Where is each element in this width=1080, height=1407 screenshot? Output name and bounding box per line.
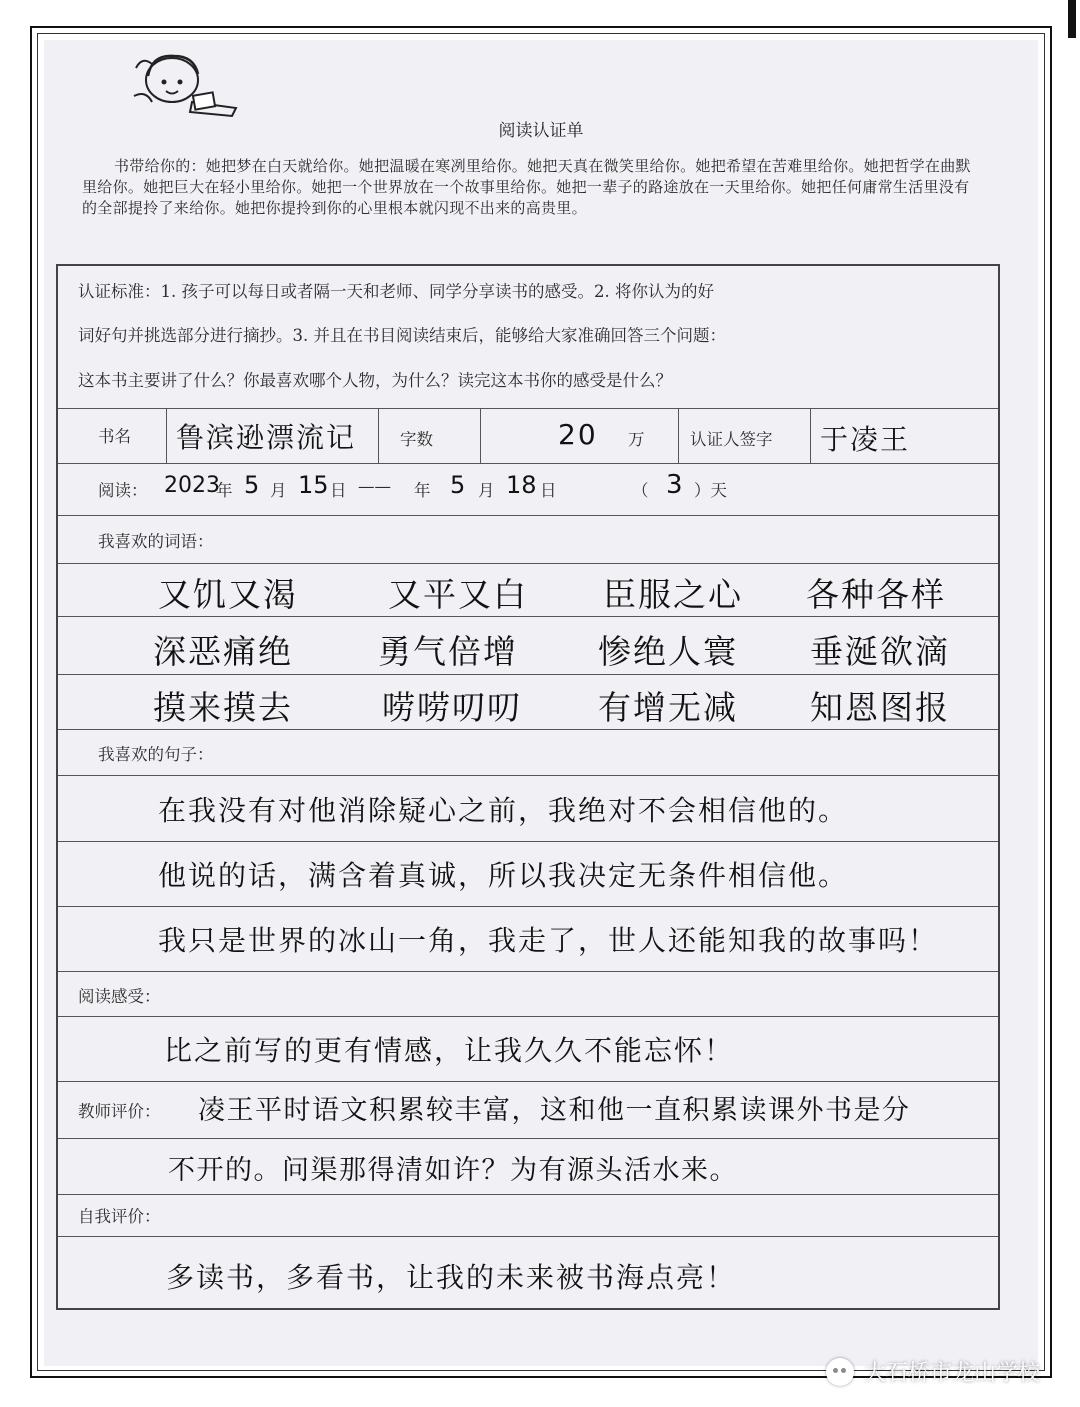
word-count-label: 字数 (400, 430, 433, 449)
rule-teacher-2 (58, 1194, 998, 1195)
signer-label: 认证人签字 (690, 430, 773, 449)
rule-feeling-label (58, 1016, 998, 1017)
standard-line-2: 词好句并挑选部分进行摘抄。3. 并且在书目阅读结束后，能够给大家准确回答三个问题： (78, 326, 726, 345)
reading-dash: —— (358, 477, 391, 496)
reading-end-month: 5 (450, 471, 466, 499)
book-col-4 (678, 408, 679, 463)
reading-days-value: 3 (666, 470, 683, 500)
certificate-form (56, 264, 1000, 1310)
sentence-item: 我只是世界的冰山一角，我走了，世人还能知我的故事吗！ (158, 924, 939, 957)
certificate-paper (44, 40, 1038, 1366)
word-item: 又平又白 (388, 575, 528, 614)
watermark-text: 大石桥市龙山学校 (863, 1361, 1040, 1386)
reading-end-day-char: 日 (540, 481, 557, 500)
word-count-value: 20 (558, 418, 598, 451)
self-section-label: 自我评价： (78, 1207, 161, 1226)
teacher-section-label: 教师评价： (78, 1102, 161, 1121)
reading-start-month-char: 月 (270, 481, 287, 500)
rule-sentence-1 (58, 841, 998, 842)
account-watermark (826, 1356, 1040, 1387)
word-item: 又饥又渴 (158, 575, 298, 614)
intro-paragraph: 书带给你的：她把梦在白天就给你。她把温暖在寒冽里给你。她把天真在微笑里给你。她把希望在苦难里给你。她把哲学在曲默里给你。她把巨大在轻小里给你。她把一个世界放在一个故事里给你。她把一辈子的路途放在一天里给你。她把任何庸常生活里没有的全部提拎了来给你。她把你提拎到你的心里根本就闪现不出来的高贵里。 (82, 157, 971, 217)
reading-start-day-char: 日 (330, 481, 347, 500)
standard-line-1: 认证标准：1. 孩子可以每日或者隔一天和老师、同学分享读书的感受。2. 将你认为的好 (78, 282, 714, 301)
sentence-item: 他说的话，满含着真诚，所以我决定无条件相信他。 (158, 859, 849, 892)
reading-end-day: 18 (506, 471, 537, 499)
word-item: 勇气倍增 (378, 632, 518, 671)
rule-words-row3 (58, 729, 998, 730)
book-name-value: 鲁滨逊漂流记 (176, 421, 357, 454)
rule-words-label (58, 563, 998, 564)
reading-end-month-char: 月 (478, 481, 495, 500)
page-title: 阅读认证单 (498, 121, 584, 141)
sentence-item: 在我没有对他消除疑心之前，我绝对不会相信他的。 (158, 794, 849, 827)
standard-line-3: 这本书主要讲了什么？你最喜欢哪个人物，为什么？读完这本书你的感受是什么？ (78, 371, 672, 390)
rule-feeling-text (58, 1081, 998, 1082)
word-item: 唠唠叨叨 (382, 688, 522, 727)
book-col-3 (480, 408, 481, 463)
rule-teacher-1 (58, 1138, 998, 1139)
rule-sentence-3 (58, 971, 998, 972)
book-col-1 (166, 408, 167, 463)
word-count-unit: 万 (628, 430, 645, 449)
word-item: 知恩图报 (810, 688, 950, 727)
reading-start-day: 15 (298, 471, 329, 499)
book-name-label: 书名 (98, 427, 131, 446)
teacher-comment-line-1: 凌王平时语文积累较丰富，这和他一直积累读课外书是分 (198, 1095, 911, 1126)
signer-value: 于凌王 (820, 423, 911, 456)
rule-standard-bottom (58, 408, 998, 409)
reading-child-mascot-icon (132, 46, 242, 118)
rule-self-label (58, 1236, 998, 1237)
wechat-icon (826, 1358, 854, 1386)
feeling-text: 比之前写的更有情感，让我久久不能忘怀！ (164, 1034, 735, 1067)
reading-year-char: 年 (216, 481, 233, 500)
word-item: 摸来摸去 (153, 688, 293, 727)
book-col-5 (810, 408, 811, 463)
corner-bar (1068, 0, 1076, 38)
word-item: 深恶痛绝 (153, 632, 293, 671)
word-item: 臣服之心 (603, 575, 743, 614)
rule-words-row1 (58, 616, 998, 617)
reading-start-month: 5 (244, 471, 260, 499)
self-evaluation-text: 多读书，多看书，让我的未来被书海点亮！ (166, 1261, 737, 1294)
book-col-2 (378, 408, 379, 463)
reading-label: 阅读： (98, 481, 148, 500)
feeling-section-label: 阅读感受： (78, 987, 161, 1006)
word-item: 垂涎欲滴 (810, 632, 950, 671)
word-item: 各种各样 (806, 575, 946, 614)
words-section-label: 我喜欢的词语： (98, 532, 214, 551)
rule-reading-bottom (58, 515, 998, 516)
teacher-comment-line-2: 不开的。问渠那得清如许？为有源头活水来。 (168, 1155, 738, 1186)
word-item: 有增无减 (598, 688, 738, 727)
rule-sentence-2 (58, 906, 998, 907)
rule-sentences-label (58, 775, 998, 776)
rule-book-bottom (58, 463, 998, 464)
reading-days-open: （ (632, 481, 649, 500)
reading-days-close: ）天 (694, 481, 727, 500)
rule-words-row2 (58, 674, 998, 675)
sentences-section-label: 我喜欢的句子： (98, 745, 214, 764)
word-item: 惨绝人寰 (598, 632, 738, 671)
reading-start-year: 2023 (164, 473, 220, 498)
reading-end-year-char: 年 (414, 481, 431, 500)
